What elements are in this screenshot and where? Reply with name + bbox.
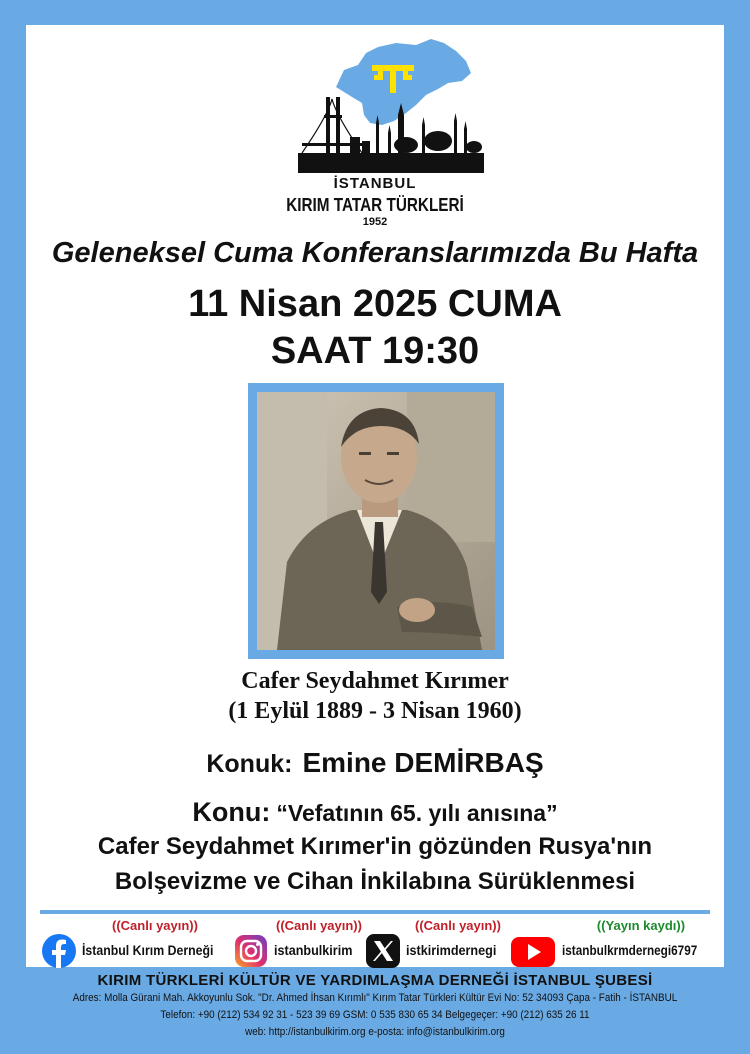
org-founding-year: 1952 — [362, 216, 388, 228]
facebook-status: ((Canlı yayın)) — [112, 918, 198, 933]
youtube-icon — [510, 934, 556, 968]
portrait-photo — [257, 392, 495, 650]
portrait-frame — [248, 383, 504, 659]
topic-label: Konu: — [192, 797, 271, 827]
guest-line — [26, 747, 724, 779]
x-icon — [366, 934, 400, 968]
x-status: ((Canlı yayın)) — [415, 918, 501, 933]
instagram-handle: istanbulkirim — [274, 942, 353, 958]
youtube-handle: istanbulkrmdernegi6797 — [562, 942, 698, 958]
portrait-name: Cafer Seydahmet Kırımer — [241, 668, 509, 694]
guest-name: Emine DEMİRBAŞ — [302, 747, 544, 778]
x-handle: istkirimdernegi — [406, 942, 497, 958]
social-x[interactable] — [366, 918, 506, 968]
event-time: SAAT 19:30 — [270, 330, 480, 372]
topic-line3: Bolşevizme ve Cihan İnkilabına Sürüklenmesi — [114, 868, 636, 895]
footer-web[interactable]: web: http://istanbulkirim.org e-posta: info@istanbulkirim.org — [245, 1026, 505, 1038]
youtube-status: ((Yayın kaydı)) — [596, 918, 686, 933]
guest-label: Konuk: — [206, 750, 293, 778]
topic-line1 — [26, 797, 724, 828]
social-youtube[interactable] — [510, 918, 720, 968]
section-divider — [40, 910, 710, 914]
footer-title: KIRIM TÜRKLERİ KÜLTÜR VE YARDIMLAŞMA DERNEĞİ İSTANBUL ŞUBESİ — [97, 972, 653, 989]
instagram-icon — [234, 934, 268, 968]
instagram-status: ((Canlı yayın)) — [276, 918, 362, 933]
footer-address: Adres: Molla Gürani Mah. Akkoyunlu Sok. "Dr. Ahmed İhsan Kırımlı" Kırım Tatar Türkleri Kültür Evi No: 52 34093 Çapa - Fatih - İSTANBUL — [72, 992, 678, 1004]
footer-phones: Telefon: +90 (212) 534 92 31 - 523 39 69 GSM: 0 535 830 65 34 Belgegeçer: +90 (212) 635 26 11 — [160, 1009, 590, 1021]
crimea-map-shape — [336, 39, 471, 125]
topic-line2: Cafer Seydahmet Kırımer'in gözünden Rusya'nın — [97, 833, 653, 860]
org-name-line2: KIRIM TATAR TÜRKLERİ — [286, 195, 464, 215]
facebook-handle: İstanbul Kırım Derneği — [82, 942, 214, 958]
topic-subtitle: “Vefatının 65. yılı anısına” — [276, 800, 558, 826]
event-date: 11 Nisan 2025 CUMA — [188, 283, 562, 325]
event-headline: Geleneksel Cuma Konferanslarımızda Bu Hafta — [51, 237, 699, 269]
poster-sheet — [26, 25, 724, 967]
social-instagram[interactable] — [234, 918, 364, 968]
org-name-line1: İSTANBUL — [333, 175, 417, 192]
social-facebook[interactable] — [40, 918, 230, 968]
portrait-dates: (1 Eylül 1889 - 3 Nisan 1960) — [228, 698, 522, 724]
facebook-icon — [42, 934, 76, 968]
